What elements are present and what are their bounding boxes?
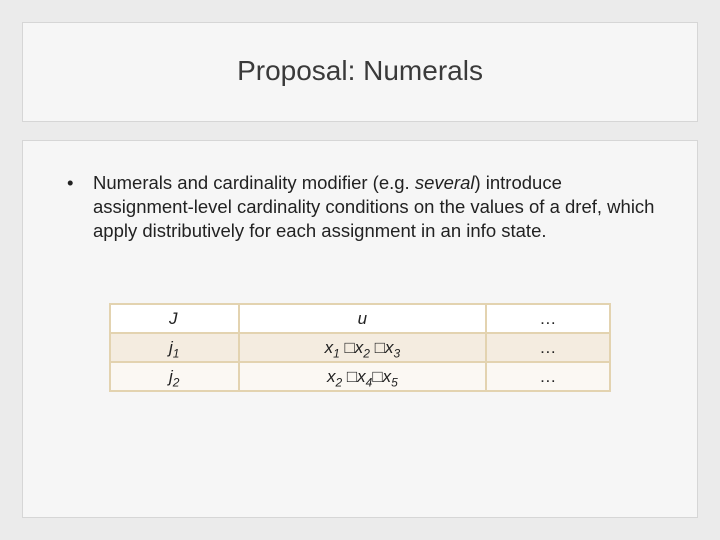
value-cell: $x_2$ $□x_4□x_5$ xyxy=(239,362,486,391)
assignment-cell: $j_1$ xyxy=(110,333,239,362)
bullet-item xyxy=(67,171,657,243)
bullet-emphasis: several xyxy=(414,172,475,193)
header-cell-j: J xyxy=(110,304,239,333)
table-row xyxy=(110,362,610,391)
title-panel xyxy=(22,22,698,122)
info-state-table xyxy=(109,303,611,392)
ellipsis-cell: … xyxy=(486,333,610,362)
bullet-text xyxy=(93,171,657,243)
bullet-text-end: ) introduce assignment-level cardinality conditions on the values of a dref, which apply distributively for each assignment in an info state. xyxy=(93,172,655,241)
header-cell-u: u xyxy=(239,304,486,333)
table-header-row xyxy=(110,304,610,333)
table-row xyxy=(110,333,610,362)
assignment-cell: $j_2$ xyxy=(110,362,239,391)
bullet-marker: • xyxy=(67,172,74,193)
bullet-text-start: Numerals and cardinality modifier (e.g. xyxy=(93,172,415,193)
ellipsis-cell: … xyxy=(486,362,610,391)
slide-title: Proposal: Numerals xyxy=(237,55,483,86)
header-cell-ellipsis: … xyxy=(486,304,610,333)
value-cell: $x_1$ $□x_2$ $□x_3$ xyxy=(239,333,486,362)
content-panel xyxy=(22,140,698,518)
